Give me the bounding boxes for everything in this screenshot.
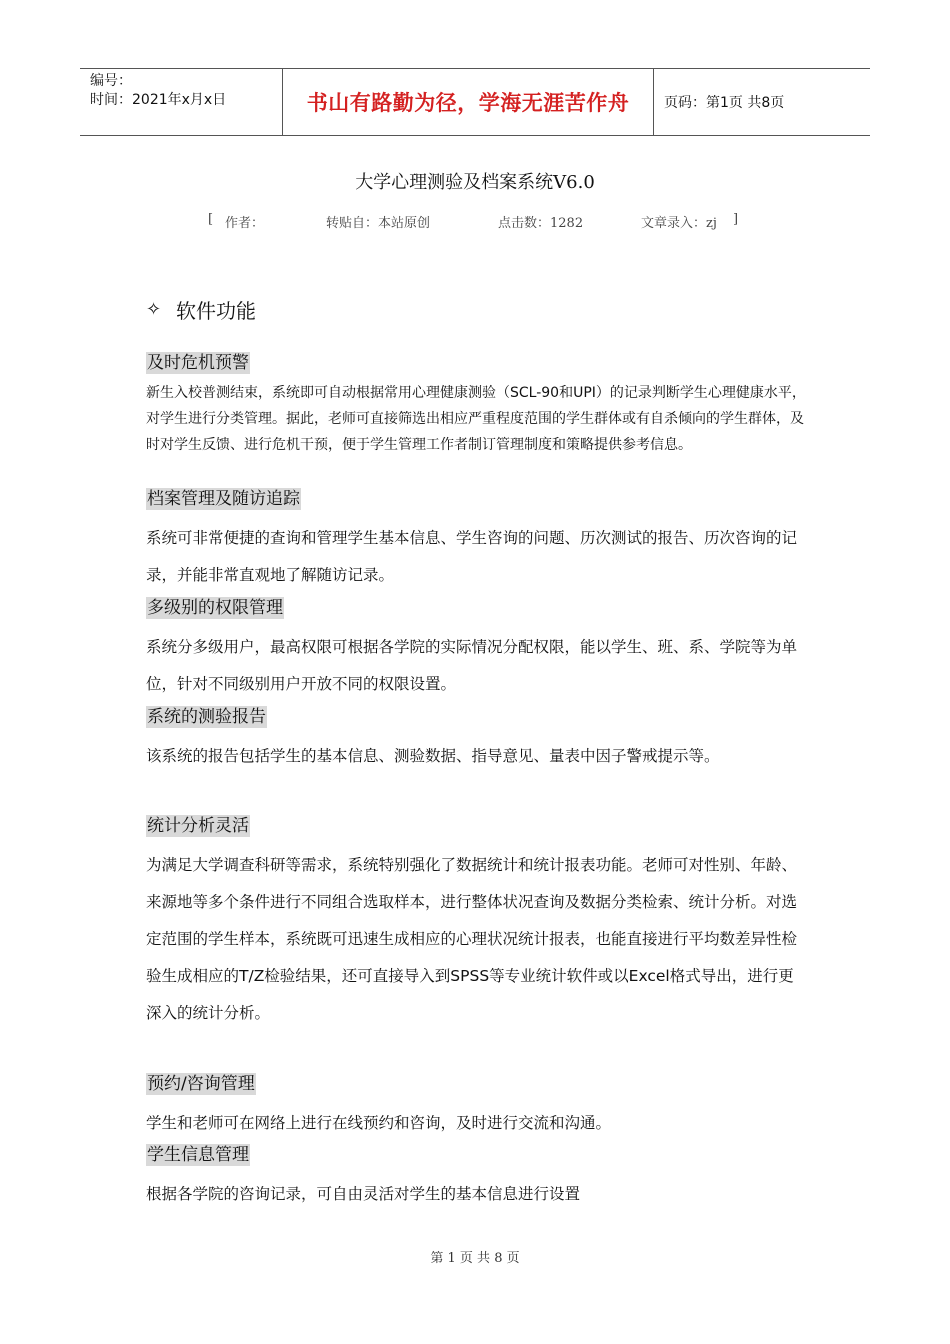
page-footer: 第 1 页 共 8 页 [430,1251,520,1266]
feature-heading: 多级别的权限管理 [147,598,283,618]
feature-block [146,597,806,703]
meta-source: 转贴自：本站原创 [326,216,431,231]
feature-heading: 统计分析灵活 [147,816,249,836]
diamond-icon: ✧ [146,299,162,320]
feature-text: 为满足大学调查科研等需求，系统特别强化了数据统计和统计报表功能。老师可对性别、年龄、来源地等多个条件进行不同组合选取样本，进行整体状况查询及数据分类检索、统计分析。对选定范围的学生样本，系统既可迅速生成相应的心理状况统计报表，也能直接进行平均数差异性检验生成相应的T/Z检验结果，还可直接导入到SPSS等专业统计软件或以Excel格式导出，进行更深入的统计分析。 [146,856,798,1022]
feature-block [146,1073,806,1142]
number-label: 编号： [90,73,132,89]
motto: 书山有路勤为径，学海无涯苦作舟 [282,69,654,135]
meta-clicks: 点击数：1282 [498,216,584,231]
header-table [80,68,870,136]
page-label: 页码：第1页 共8页 [664,95,785,111]
feature-heading: 档案管理及随访追踪 [147,489,300,509]
feature-heading: 预约/咨询管理 [147,1074,255,1094]
feature-block [146,1144,806,1213]
meta-open-bracket: [ [208,212,214,227]
feature-text: 系统可非常便捷的查询和管理学生基本信息、学生咨询的问题、历次测试的报告、历次咨询的记录，并能非常直观地了解随访记录。 [146,529,798,584]
feature-block [146,706,806,775]
time-label: 时间：2021年x月x日 [90,92,227,108]
meta-author: 作者： [225,216,265,231]
section-heading [146,295,256,324]
feature-block [146,815,806,1032]
feature-text: 新生入校普测结束，系统即可自动根据常用心理健康测验（SCL-90和UPI）的记录判断学生心理健康水平，对学生进行分类管理。据此，老师可直接筛选出相应严重程度范围的学生群体或有自杀倾向的学生群体，及时对学生反馈、进行危机干预，便于学生管理工作者制订管理制度和策略提供参考信息。 [146,385,806,453]
feature-text: 根据各学院的咨询记录，可自由灵活对学生的基本信息进行设置 [146,1185,581,1203]
document-title: 大学心理测验及档案系统V6.0 [355,172,595,193]
feature-block [146,352,806,458]
header-info-cell [80,69,282,135]
meta-close-bracket: ] [733,212,739,227]
feature-text: 系统分多级用户，最高权限可根据各学院的实际情况分配权限，能以学生、班、系、学院等为单位，针对不同级别用户开放不同的权限设置。 [146,638,798,693]
feature-block [146,488,806,594]
feature-heading: 系统的测验报告 [147,707,266,727]
feature-heading: 及时危机预警 [147,353,249,373]
meta-entry: 文章录入：zj [641,216,717,231]
feature-heading: 学生信息管理 [147,1145,249,1165]
feature-text: 学生和老师可在网络上进行在线预约和咨询，及时进行交流和沟通。 [146,1114,612,1132]
feature-text: 该系统的报告包括学生的基本信息、测验数据、指导意见、量表中因子警戒提示等。 [146,747,720,765]
section-title: 软件功能 [176,299,256,323]
